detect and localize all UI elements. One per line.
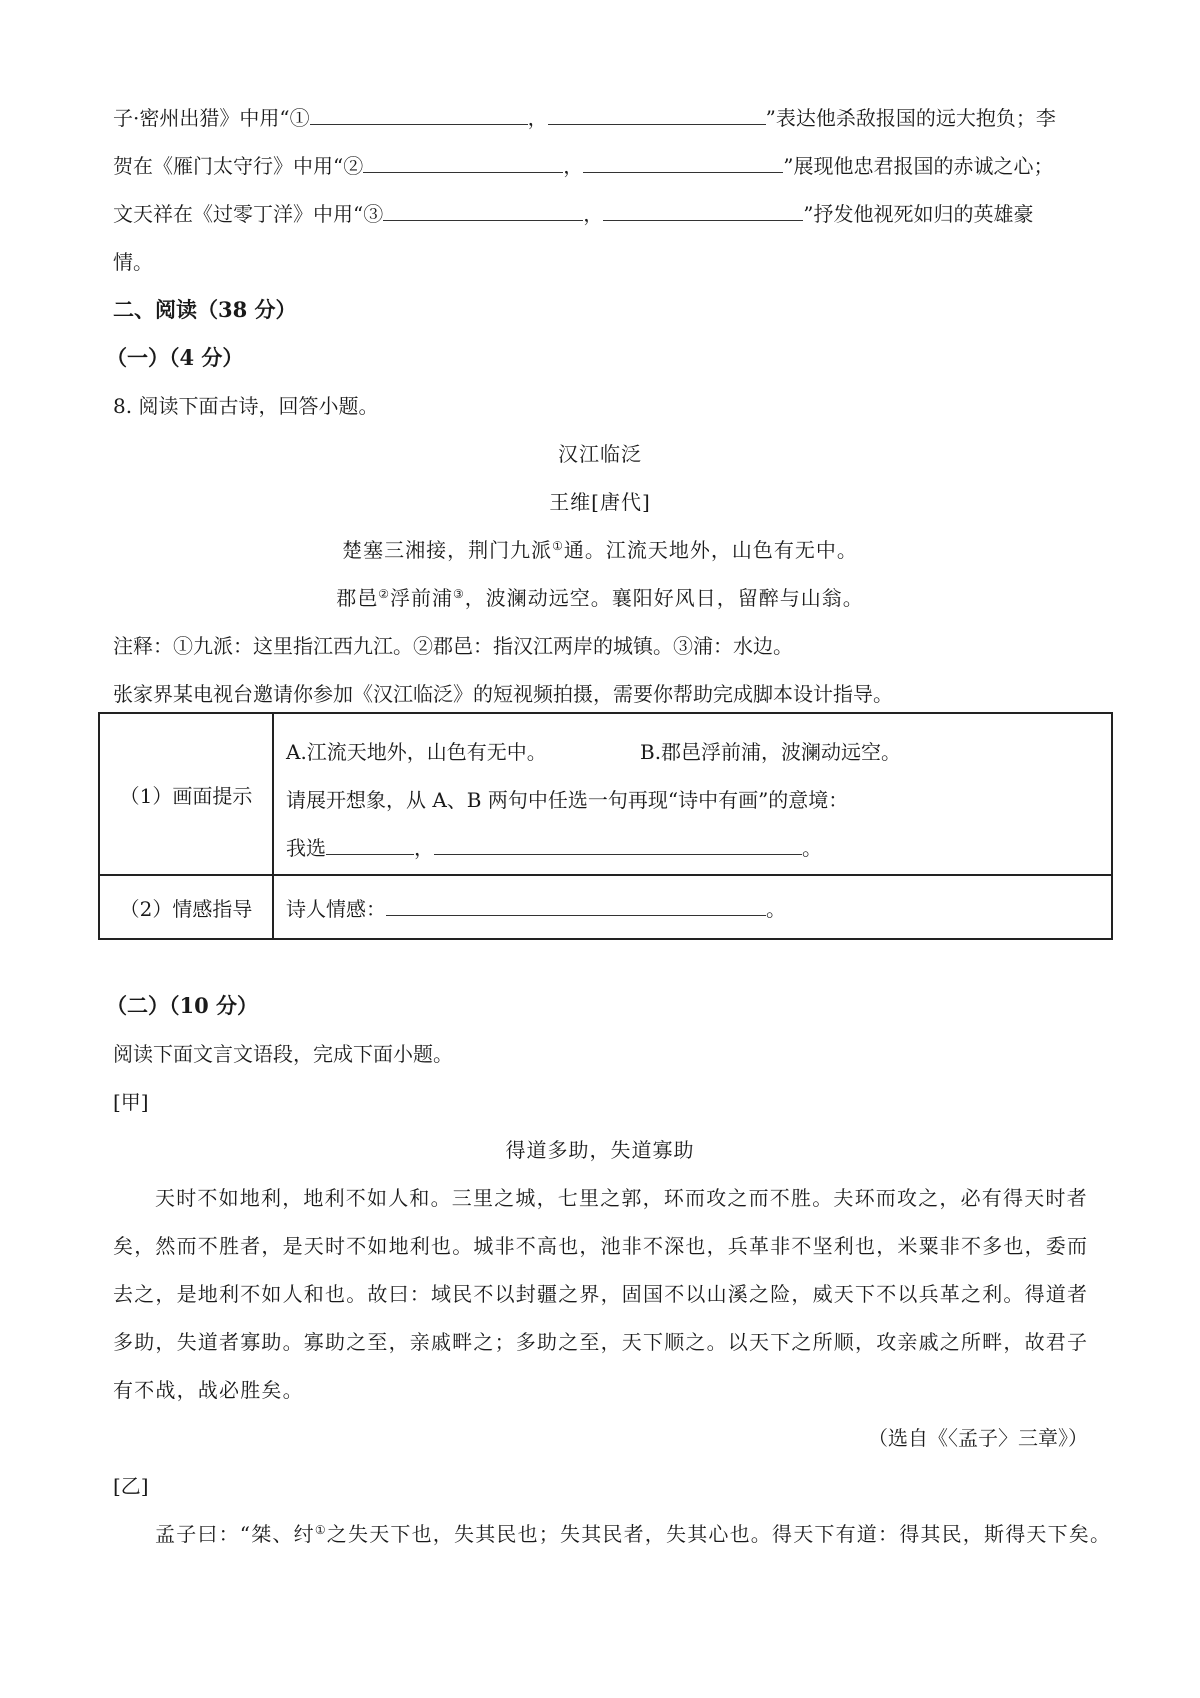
poem-line-2-a: 郡邑	[336, 586, 379, 610]
row1-option-a: A.江流天地外，山色有无中。	[286, 740, 547, 764]
poem-notes: 注释：①九派：这里指江西九江。②郡邑：指汉江两岸的城镇。③浦：水边。	[113, 634, 793, 658]
jia-line-4: 多助，失道者寡助。寡助之至，亲戚畔之；多助之至，天下顺之。以天下之所顺，攻亲戚之所畔，故君子	[113, 1330, 1089, 1354]
blank-1a[interactable]	[310, 102, 528, 125]
q8-prompt: 8. 阅读下面古诗，回答小题。	[113, 394, 379, 418]
poem-author: 王维[唐代]	[549, 490, 651, 514]
part2-heading: 二、阅读（38 分）	[113, 297, 297, 322]
row1-option-b: B.郡邑浮前浦，波澜动远空。	[640, 740, 902, 764]
option-choice-blank[interactable]	[326, 832, 414, 855]
poem-note-marker-3: ③	[453, 587, 465, 601]
poem-note-marker-2: ②	[378, 587, 390, 601]
task-intro: 张家界某电视台邀请你参加《汉江临泛》的短视频拍摄，需要你帮助完成脚本设计指导。	[113, 682, 893, 706]
row2-content	[273, 875, 1112, 939]
jia-label: [甲]	[113, 1090, 149, 1114]
row1-answer-prefix: 我选	[286, 836, 326, 860]
table-row-1	[99, 713, 1112, 875]
poem-line-2-b: 浮前浦	[390, 586, 453, 610]
yi-label: [乙]	[113, 1474, 149, 1498]
poem-title: 汉江临泛	[558, 442, 642, 466]
yi-line-1-a: 孟子曰：“桀、纣	[155, 1522, 315, 1546]
poem-line-2-c: ，波澜动远空。襄阳好风日，留醉与山翁。	[464, 586, 864, 610]
table-row-2	[99, 875, 1112, 939]
fill-line-1-text-a: 子·密州出猎》中用“①	[113, 106, 310, 130]
poem-note-marker-1: ①	[552, 539, 564, 553]
jia-source: （选自《〈孟子〉三章》）	[868, 1426, 1088, 1450]
classical-prompt: 阅读下面文言文语段，完成下面小题。	[113, 1042, 453, 1066]
row1-content	[273, 713, 1112, 875]
row2-prefix: 诗人情感：	[286, 896, 386, 921]
poem-line-1-b: 通。江流天地外，山色有无中。	[563, 538, 858, 562]
row1-answer-end: 。	[802, 836, 822, 860]
poem-line-2	[0, 582, 1200, 611]
sub1-heading: （一）（4 分）	[106, 345, 244, 370]
fill-line-3	[113, 198, 1033, 227]
fill-line-4: 情。	[113, 250, 153, 274]
fill-line-3-text-a: 文天祥在《过零丁洋》中用“③	[113, 202, 384, 226]
fill-line-2-text-b: ”展现他忠君报国的赤诚之心；	[783, 154, 1054, 178]
fill-line-1-sep: ，	[527, 106, 548, 130]
jia-line-3: 去之，是地利不如人和也。故曰：域民不以封疆之界，固国不以山溪之险，威天下不以兵革之利。得道者	[113, 1282, 1089, 1306]
row1-label: （1）画面提示	[99, 713, 273, 875]
row2-label: （2）情感指导	[99, 875, 273, 939]
poem-line-1-a: 楚塞三湘接，荆门九派	[342, 538, 553, 562]
blank-1b[interactable]	[548, 102, 766, 125]
script-guide-table	[98, 712, 1113, 940]
emotion-blank[interactable]	[386, 893, 766, 916]
yi-note-marker-1: ①	[314, 1523, 327, 1537]
scene-description-blank[interactable]	[434, 832, 802, 855]
yi-line-1-b: 之失天下也，失其民也；失其民者，失其心也。得天下有道：得其民，斯得天下矣。	[326, 1522, 1112, 1546]
fill-line-3-sep: ，	[583, 202, 604, 226]
fill-line-1	[113, 102, 1056, 131]
poem-line-1	[0, 534, 1200, 563]
row1-answer-sep: ，	[414, 836, 434, 860]
sub2-heading: （二）（10 分）	[106, 993, 259, 1018]
row1-answer-line	[286, 832, 822, 861]
fill-line-3-text-b: ”抒发他视死如归的英雄豪	[803, 202, 1034, 226]
blank-2a[interactable]	[363, 150, 563, 173]
fill-line-2-sep: ，	[563, 154, 584, 178]
yi-line-1	[155, 1518, 1111, 1547]
jia-line-2: 矣，然而不胜者，是天时不如地利也。城非不高也，池非不深也，兵革非不坚利也，米粟非不多也，委而	[113, 1234, 1089, 1258]
fill-line-1-text-b: ”表达他杀敌报国的远大抱负；李	[765, 106, 1056, 130]
fill-line-2-text-a: 贺在《雁门太守行》中用“②	[113, 154, 364, 178]
blank-2b[interactable]	[583, 150, 783, 173]
blank-3a[interactable]	[383, 198, 583, 221]
blank-3b[interactable]	[603, 198, 803, 221]
row2-end: 。	[766, 896, 786, 921]
jia-line-5: 有不战，战必胜矣。	[113, 1378, 304, 1402]
jia-line-1: 天时不如地利，地利不如人和。三里之城，七里之郭，环而攻之而不胜。夫环而攻之，必有得天时者	[155, 1186, 1088, 1210]
jia-title: 得道多助，失道寡助	[505, 1138, 695, 1162]
fill-line-2	[113, 150, 1053, 179]
row1-instruction: 请展开想象，从 A、B 两句中任选一句再现“诗中有画”的意境：	[286, 788, 849, 812]
